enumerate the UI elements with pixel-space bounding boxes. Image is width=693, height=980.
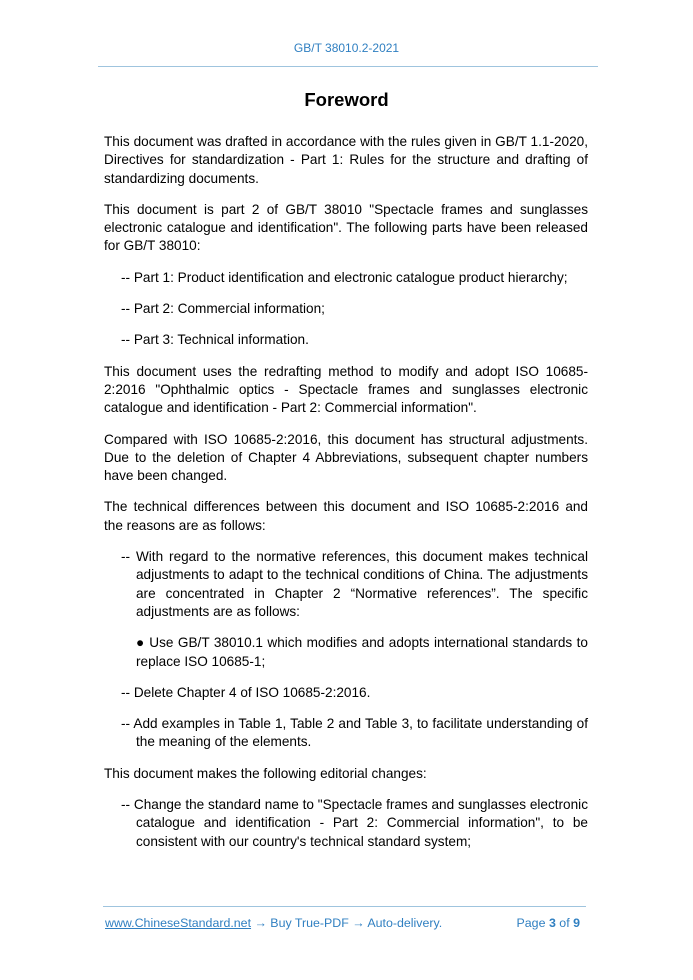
paragraph-technical-differences-intro: The technical differences between this document and ISO 10685-2:2016 and the reasons are as follows:	[104, 499, 588, 533]
current-page-number: 3	[548, 916, 556, 930]
list-item-add-examples: -- Add examples in Table 1, Table 2 and Table 3, to facilitate understanding of the meaning of the elements.	[121, 716, 588, 750]
footer-divider	[103, 906, 586, 907]
page-title: Foreword	[304, 89, 389, 110]
list-item-part-2: -- Part 2: Commercial information;	[121, 301, 325, 317]
paragraph-structural-adjustments: Compared with ISO 10685-2:2016, this document has structural adjustments. Due to the deletion of Chapter 4 Abbreviations, subsequent chapter numbers have been changed.	[104, 431, 588, 484]
of-label: of	[559, 916, 570, 930]
total-page-count: 9	[573, 916, 580, 930]
foreword-body	[104, 133, 588, 864]
paragraph-drafting-rules: This document was drafted in accordance with the rules given in GB/T 1.1-2020, Directives for standardization - Part 1: Rules for the structure and drafting of standardizing documents.	[104, 134, 588, 186]
paragraph-editorial-changes-intro: This document makes the following editorial changes:	[104, 765, 427, 781]
list-item-normative-references: -- With regard to the normative references, this document makes technical adjustments to adapt to the technical conditions of China. The adjustments are concentrated in Chapter 2 “Normative references”. The specific adjustments are as follows:	[121, 549, 588, 619]
list-item-part-1: -- Part 1: Product identification and electronic catalogue product hierarchy;	[121, 269, 568, 285]
list-item-part-3: -- Part 3: Technical information.	[121, 332, 309, 348]
page-label: Page	[516, 916, 546, 930]
page-indicator	[517, 916, 580, 930]
paragraph-redrafting-method: This document uses the redrafting method to modify and adopt ISO 10685-2:2016 "Ophthalmic optics - Spectacle frames and sunglasses electronic catalogue and identification - Part 2: Commercial information".	[104, 363, 588, 416]
footer-promo-text: → Buy True-PDF → Auto-delivery.	[251, 916, 443, 930]
document-code-header: GB/T 38010.2-2021	[293, 41, 400, 55]
list-item-change-standard-name: -- Change the standard name to "Spectacle frames and sunglasses electronic catalogue and identification - Part 2: Commercial information", to be consistent with our country's technical standard system;	[121, 797, 588, 849]
header-divider	[98, 66, 598, 67]
list-item-bullet-replace-iso: ● Use GB/T 38010.1 which modifies and adopts international standards to replace ISO 10685-1;	[136, 635, 588, 669]
paragraph-part-of-series: This document is part 2 of GB/T 38010 "Spectacle frames and sunglasses electronic catalogue and identification". The following parts have been released for GB/T 38010:	[104, 201, 588, 254]
list-item-delete-chapter-4: -- Delete Chapter 4 of ISO 10685-2:2016.	[121, 684, 371, 700]
chinesestandard-link[interactable]: www.ChineseStandard.net	[105, 916, 252, 930]
page-footer	[105, 916, 585, 930]
